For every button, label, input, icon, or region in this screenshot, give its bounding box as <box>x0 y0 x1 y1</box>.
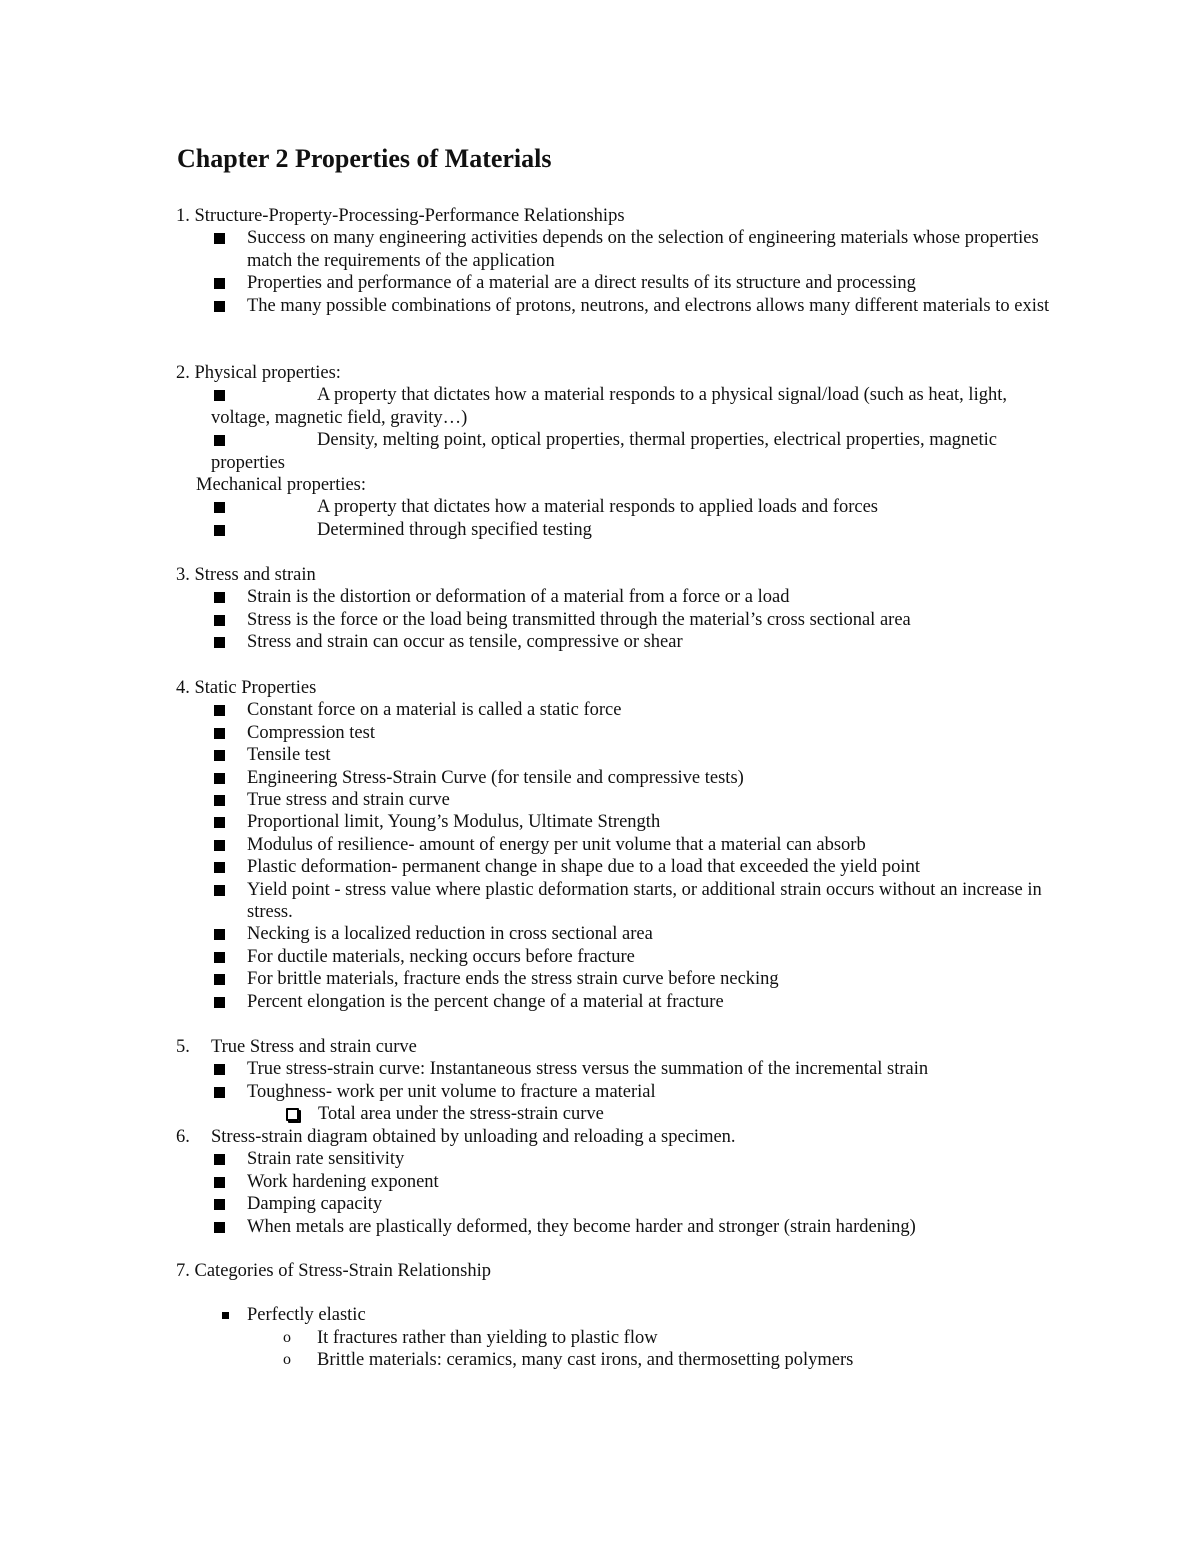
bullet-icon <box>214 1154 225 1165</box>
list-item: A property that dictates how a material responds to applied loads and forces <box>176 496 1056 518</box>
bullet-icon <box>214 773 225 784</box>
list-item: Perfectly elastic <box>176 1304 1056 1326</box>
section-2 <box>176 362 1056 541</box>
circle-bullet-icon: o <box>283 1351 291 1369</box>
list-item: The many possible combinations of protons, neutrons, and electrons allows many different materials to exist <box>176 295 1056 317</box>
section-3 <box>176 564 1056 654</box>
bullet-icon <box>214 301 225 312</box>
checkbox-bullet-icon <box>286 1108 299 1121</box>
bullet-icon <box>214 750 225 761</box>
list-item: Stress and strain can occur as tensile, compressive or shear <box>176 631 1056 653</box>
list-item: Strain rate sensitivity <box>176 1148 1056 1170</box>
list-item: Stress is the force or the load being transmitted through the material’s cross sectional area <box>176 609 1056 631</box>
list-item: Toughness- work per unit volume to fracture a material <box>176 1081 1056 1103</box>
subsection-heading: Mechanical properties: <box>196 475 367 496</box>
list-item: Properties and performance of a material are a direct results of its structure and processing <box>176 272 1056 294</box>
bullet-icon <box>214 615 225 626</box>
list-item: Yield point - stress value where plastic deformation starts, or additional strain occurs without an increase in stress. <box>176 879 1056 924</box>
small-square-bullet-icon <box>222 1312 229 1319</box>
section-7 <box>176 1260 1056 1372</box>
bullet-icon <box>214 1222 225 1233</box>
bullet-icon <box>214 233 225 244</box>
bullet-icon <box>214 1177 225 1188</box>
bullet-icon <box>214 278 225 289</box>
section-4 <box>176 677 1056 1013</box>
chapter-title: Chapter 2 Properties of Materials <box>177 144 552 173</box>
list-item: For ductile materials, necking occurs before fracture <box>176 946 1056 968</box>
bullet-icon <box>214 1087 225 1098</box>
bullet-icon <box>214 974 225 985</box>
sub-list-item: o It fractures rather than yielding to plastic flow <box>283 1327 658 1348</box>
list-item: Plastic deformation- permanent change in shape due to a load that exceeded the yield point <box>176 856 1056 878</box>
bullet-icon <box>214 525 225 536</box>
list-item: Determined through specified testing <box>176 519 1056 541</box>
bullet-icon <box>214 1199 225 1210</box>
sub-list-item: Total area under the stress-strain curve <box>176 1103 1056 1125</box>
bullet-icon <box>214 795 225 806</box>
sub-list-item: o Brittle materials: ceramics, many cast irons, and thermosetting polymers <box>283 1350 854 1371</box>
list-item: Strain is the distortion or deformation of a material from a force or a load <box>176 586 1056 608</box>
bullet-icon <box>214 592 225 603</box>
section-heading: 2. Physical properties: <box>176 363 341 383</box>
bullet-icon <box>214 952 225 963</box>
list-item: True stress and strain curve <box>176 789 1056 811</box>
bullet-icon <box>214 840 225 851</box>
list-item: True stress-strain curve: Instantaneous stress versus the summation of the incremental strain <box>176 1058 1056 1080</box>
bullet-icon <box>214 435 225 446</box>
section-1 <box>176 205 1056 317</box>
bullet-icon <box>214 705 225 716</box>
bullet-icon <box>214 502 225 513</box>
list-item: Constant force on a material is called a static force <box>176 699 1056 721</box>
list-item: A property that dictates how a material responds to a physical signal/load (such as heat, light, voltage, magnetic field, gravity…) <box>211 385 1007 428</box>
spacer <box>176 1282 1056 1304</box>
bullet-icon <box>214 997 225 1008</box>
section-heading: 5. True Stress and strain curve <box>176 1037 417 1057</box>
bullet-icon <box>214 885 225 896</box>
circle-bullet-icon: o <box>283 1328 291 1346</box>
section-heading: 1. Structure-Property-Processing-Performance Relationships <box>176 206 625 226</box>
section-heading: 4. Static Properties <box>176 678 317 698</box>
list-item: Work hardening exponent <box>176 1171 1056 1193</box>
list-item: Compression test <box>176 722 1056 744</box>
bullet-icon <box>214 929 225 940</box>
list-item: Success on many engineering activities depends on the selection of engineering materials whose properties match the requirements of the application <box>176 227 1056 272</box>
section-heading: 6. Stress-strain diagram obtained by unloading and reloading a specimen. <box>176 1127 736 1147</box>
section-heading: 3. Stress and strain <box>176 565 316 585</box>
bullet-icon <box>214 728 225 739</box>
bullet-icon <box>214 390 225 401</box>
section-6 <box>176 1126 1056 1238</box>
list-item: Engineering Stress-Strain Curve (for tensile and compressive tests) <box>176 767 1056 789</box>
section-heading: 7. Categories of Stress-Strain Relationship <box>176 1261 491 1281</box>
section-5 <box>176 1036 1056 1126</box>
bullet-icon <box>214 637 225 648</box>
list-item: Proportional limit, Young’s Modulus, Ultimate Strength <box>176 811 1056 833</box>
list-item: Modulus of resilience- amount of energy per unit volume that a material can absorb <box>176 834 1056 856</box>
list-item: Percent elongation is the percent change of a material at fracture <box>176 991 1056 1013</box>
bullet-icon <box>214 862 225 873</box>
list-item: When metals are plastically deformed, they become harder and stronger (strain hardening) <box>176 1216 1056 1238</box>
list-item: Damping capacity <box>176 1193 1056 1215</box>
list-item: Necking is a localized reduction in cross sectional area <box>176 923 1056 945</box>
list-item: Tensile test <box>176 744 1056 766</box>
bullet-icon <box>214 817 225 828</box>
bullet-icon <box>214 1064 225 1075</box>
list-item: For brittle materials, fracture ends the stress strain curve before necking <box>176 968 1056 990</box>
list-item: Density, melting point, optical properties, thermal properties, electrical properties, magnetic properties <box>211 430 997 473</box>
